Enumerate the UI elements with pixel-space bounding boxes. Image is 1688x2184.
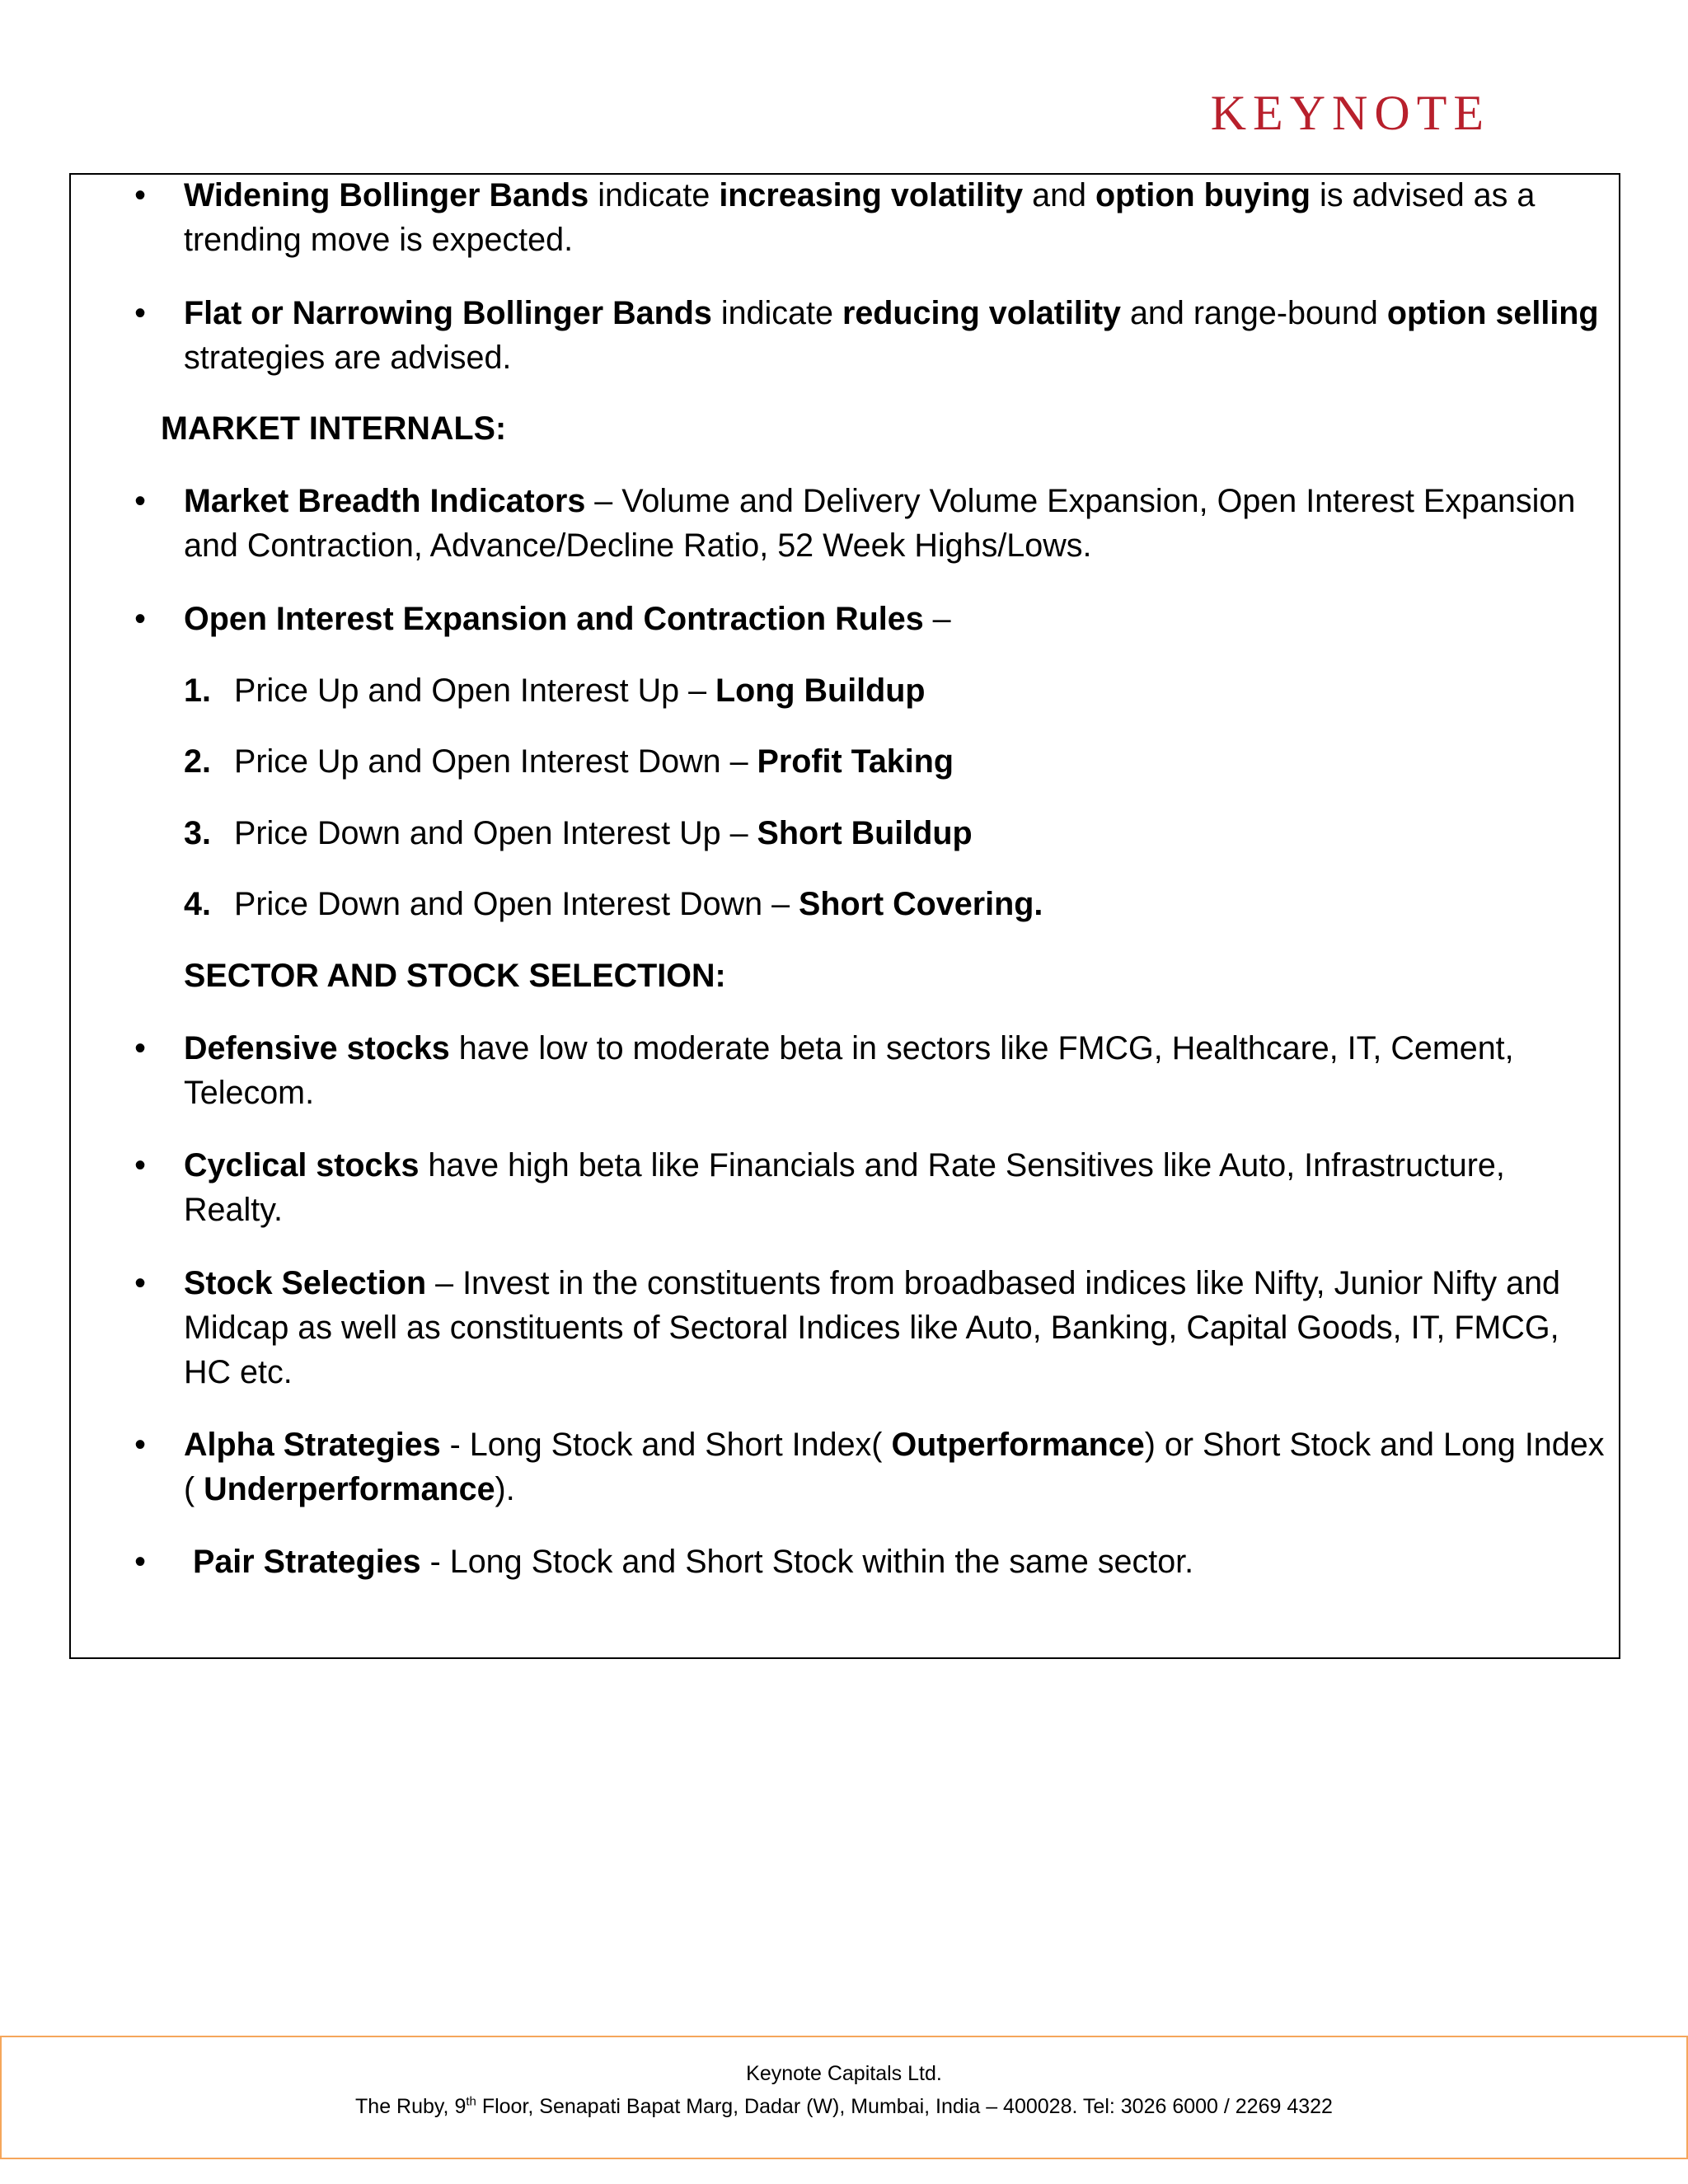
bullet-narrowing-bollinger: • Flat or Narrowing Bollinger Bands indicate reducing volatility and range-bound option selling strategies are advised. (184, 291, 1608, 380)
bullet-dot: • (134, 1544, 146, 1580)
bullet-dot: • (134, 483, 146, 519)
footer (0, 2036, 1688, 2159)
bullet-stock-selection: • Stock Selection – Invest in the constituents from broadbased indices like Nifty, Junior Nifty and Midcap as well as constituents of Sectoral Indices like Auto, Banking, Capital Goods, IT, FMCG, HC etc. (184, 1261, 1608, 1394)
oi-rule-1: 1. Price Up and Open Interest Up – Long Buildup (184, 673, 926, 709)
bullet-dot: • (134, 1147, 146, 1183)
oi-rule-2: 2. Price Up and Open Interest Down – Profit Taking (184, 743, 954, 780)
oi-rule-3: 3. Price Down and Open Interest Up – Short Buildup (184, 815, 973, 851)
bullet-widening-bollinger: • Widening Bollinger Bands indicate increasing volatility and option buying is advised as a trending move is expected. (184, 173, 1608, 262)
oi-rule-4: 4. Price Down and Open Interest Down – Short Covering. (184, 886, 1043, 922)
footer-address: The Ruby, 9th Floor, Senapati Bapat Marg, Dadar (W), Mumbai, India – 400028. Tel: 3026 6000 / 2269 4322 (355, 2094, 1333, 2118)
bullet-defensive-stocks: • Defensive stocks have low to moderate beta in sectors like FMCG, Healthcare, IT, Cement, Telecom. (184, 1026, 1608, 1115)
bullet-dot: • (134, 1030, 146, 1066)
bullet-dot: • (134, 1265, 146, 1301)
bullet-dot: • (134, 601, 146, 637)
bullet-cyclical-stocks: • Cyclical stocks have high beta like Financials and Rate Sensitives like Auto, Infrastructure, Realty. (184, 1143, 1608, 1232)
bullet-dot: • (134, 177, 146, 213)
bullet-alpha-strategies: • Alpha Strategies - Long Stock and Short Index( Outperformance) or Short Stock and Long Index ( Underperformance). (184, 1422, 1608, 1511)
bullet-dot: • (134, 295, 146, 331)
bullet-oi-rules: • Open Interest Expansion and Contraction Rules – (184, 597, 1608, 641)
bold-term: Widening Bollinger Bands (184, 177, 589, 213)
bullet-dot: • (134, 1427, 146, 1463)
bullet-pair-strategies: • Pair Strategies - Long Stock and Short Stock within the same sector. (184, 1540, 1608, 1584)
footer-company: Keynote Capitals Ltd. (746, 2062, 942, 2085)
heading-sector-selection: SECTOR AND STOCK SELECTION: (184, 958, 726, 994)
bullet-market-breadth: • Market Breadth Indicators – Volume and Delivery Volume Expansion, Open Interest Expansion and Contraction, Advance/Decline Ratio, 52 Week Highs/Lows. (184, 479, 1608, 568)
keynote-logo: KEYNOTE (1210, 86, 1490, 140)
heading-market-internals: MARKET INTERNALS: (161, 410, 507, 447)
